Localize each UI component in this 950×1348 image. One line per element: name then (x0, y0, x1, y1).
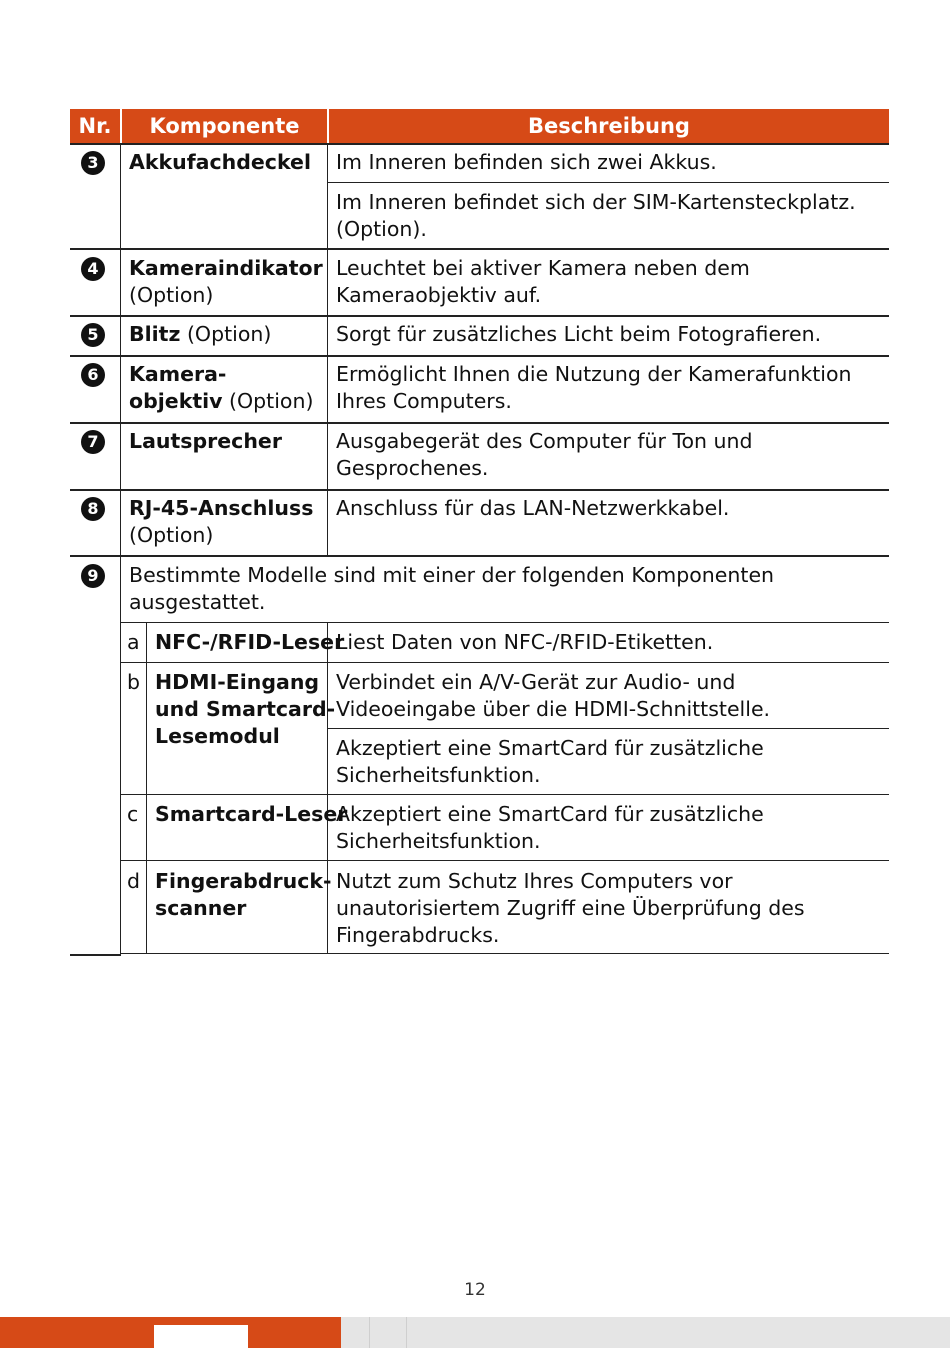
component-name-line (129, 321, 271, 348)
description-text: Fingerabdrucks. (336, 923, 500, 947)
component-option: (Option) (180, 322, 272, 346)
number-badge-7: 7 (81, 430, 105, 454)
intro-text: ausgestattet. (129, 590, 266, 614)
number-badge-9: 9 (81, 564, 105, 588)
component-option: (Option) (222, 389, 314, 413)
number-badge-3: 3 (81, 151, 105, 175)
description-text: Akzeptiert eine SmartCard für zusätzliche (336, 736, 764, 760)
footer-marker (154, 1325, 248, 1348)
sub-component-name: und Smartcard- (155, 697, 336, 721)
description-text: Leuchtet bei aktiver Kamera neben dem (336, 256, 750, 280)
component-name: Blitz (129, 322, 181, 346)
description-text: Ermöglicht Ihnen die Nutzung der Kamerafunktion (336, 362, 852, 386)
sub-component-name: Fingerabdruck- (155, 869, 332, 893)
intro-text: Bestimmte Modelle sind mit einer der folgenden Komponenten (129, 563, 775, 587)
component-option: (Option) (129, 283, 214, 307)
description-text: Anschluss für das LAN-Netzwerkkabel. (336, 496, 730, 520)
description-text: Gesprochenes. (336, 456, 489, 480)
component-name: RJ-45-Anschluss (129, 496, 314, 520)
number-badge-8: 8 (81, 497, 105, 521)
description-text: Liest Daten von NFC-/RFID-Etiketten. (336, 630, 714, 654)
sub-component-name: HDMI-Eingang (155, 670, 320, 694)
description-text: Im Inneren befinden sich zwei Akkus. (336, 150, 717, 174)
header-description: Beschreibung (528, 114, 690, 138)
component-name: Lautsprecher (129, 429, 282, 453)
number-badge-5: 5 (81, 323, 105, 347)
table-header (70, 109, 889, 145)
page-number: 12 (464, 1280, 486, 1300)
component-name: Kamera- (129, 362, 227, 386)
description-text: Sicherheitsfunktion. (336, 829, 541, 853)
sub-letter: b (127, 670, 141, 694)
number-badge-6: 6 (81, 363, 105, 387)
sub-component-name: Lesemodul (155, 724, 280, 748)
description-text: Ihres Computers. (336, 389, 512, 413)
sub-component-name: scanner (155, 896, 247, 920)
description-text: Akzeptiert eine SmartCard für zusätzliche (336, 802, 764, 826)
sub-letter: c (127, 802, 139, 826)
description-text: Ausgabegerät des Computer für Ton und (336, 429, 753, 453)
header-nr: Nr. (78, 114, 112, 138)
sub-letter: a (127, 630, 140, 654)
description-text: Nutzt zum Schutz Ihres Computers vor (336, 869, 733, 893)
description-text: Sorgt für zusätzliches Licht beim Fotografieren. (336, 322, 822, 346)
sub-letter: d (127, 869, 141, 893)
footer-bar (0, 1317, 950, 1348)
description-text: Im Inneren befindet sich der SIM-Kartensteckplatz. (336, 190, 856, 214)
component-name: Kameraindikator (129, 256, 323, 280)
description-text: Kameraobjektiv auf. (336, 283, 542, 307)
component-name: Akkufachdeckel (129, 150, 311, 174)
description-text: unautorisiertem Zugriff eine Überprüfung des (336, 896, 805, 920)
number-badge-4: 4 (81, 257, 105, 281)
component-name: objektiv (129, 389, 223, 413)
header-component: Komponente (149, 114, 300, 138)
sub-component-name: NFC-/RFID-Leser (155, 630, 345, 654)
sub-component-name: Smartcard-Leser (155, 802, 348, 826)
component-option: (Option) (129, 523, 214, 547)
component-name-line (129, 388, 313, 415)
description-text: Videoeingabe über die HDMI-Schnittstelle. (336, 697, 771, 721)
description-text: (Option). (336, 217, 427, 241)
description-text: Verbindet ein A/V-Gerät zur Audio- und (336, 670, 736, 694)
description-text: Sicherheitsfunktion. (336, 763, 541, 787)
